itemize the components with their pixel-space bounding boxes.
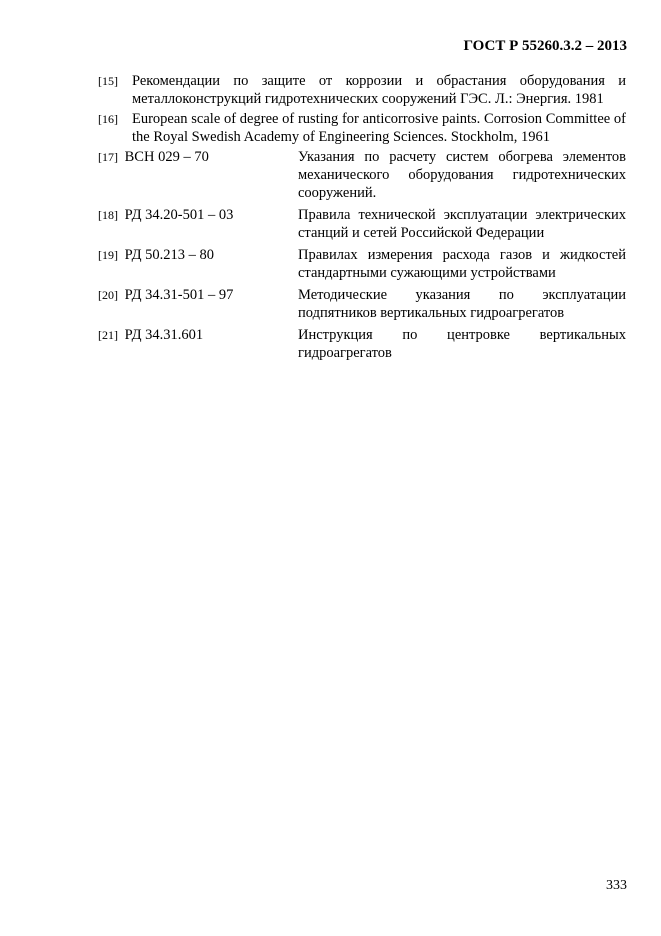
- reference-title: Указания по расчету систем обогрева элементов механического оборудования гидротехнических сооружений.: [298, 149, 626, 201]
- reference-item: [98, 246, 626, 282]
- reference-item: [98, 286, 626, 322]
- reference-title: Инструкция по центровке вертикальных гидроагрегатов: [298, 327, 626, 361]
- reference-number: [16]: [98, 112, 118, 126]
- reference-item: [98, 326, 626, 362]
- reference-item: [98, 110, 626, 146]
- reference-text: European scale of degree of rusting for anticorrosive paints. Corrosion Committee of the Royal Swedish Academy of Engineering Sciences. Stockholm, 1961: [132, 111, 626, 145]
- reference-code: РД 50.213 – 80: [124, 247, 214, 263]
- reference-designation: [98, 148, 298, 202]
- reference-number: [20]: [98, 288, 118, 302]
- page-number: 333: [606, 878, 627, 893]
- reference-list: [98, 72, 626, 366]
- reference-designation: [98, 246, 298, 282]
- reference-number: [21]: [98, 328, 118, 342]
- reference-designation: [98, 326, 298, 362]
- reference-item: [98, 72, 626, 108]
- reference-title: Методические указания по эксплуатации подпятников вертикальных гидроагрегатов: [298, 287, 626, 321]
- reference-title: Правила технической эксплуатации электрических станций и сетей Российской Федерации: [298, 207, 626, 241]
- reference-title: Правилах измерения расхода газов и жидкостей стандартными сужающими устройствами: [298, 247, 626, 281]
- reference-number: [17]: [98, 150, 118, 164]
- reference-code: РД 34.20-501 – 03: [124, 207, 234, 223]
- reference-code: РД 34.31-501 – 97: [124, 287, 234, 303]
- reference-number: [18]: [98, 208, 118, 222]
- reference-code: РД 34.31.601: [124, 327, 204, 343]
- reference-number: [19]: [98, 248, 118, 262]
- reference-number: [15]: [98, 74, 118, 88]
- reference-designation: [98, 206, 298, 242]
- document-header: ГОСТ Р 55260.3.2 – 2013: [463, 38, 627, 54]
- reference-item: [98, 206, 626, 242]
- reference-designation: [98, 286, 298, 322]
- reference-code: ВСН 029 – 70: [124, 149, 209, 165]
- reference-item: [98, 148, 626, 202]
- reference-text: Рекомендации по защите от коррозии и обрастания оборудования и металлоконструкций гидротехнических сооружений ГЭС. Л.: Энергия. 1981: [132, 73, 626, 107]
